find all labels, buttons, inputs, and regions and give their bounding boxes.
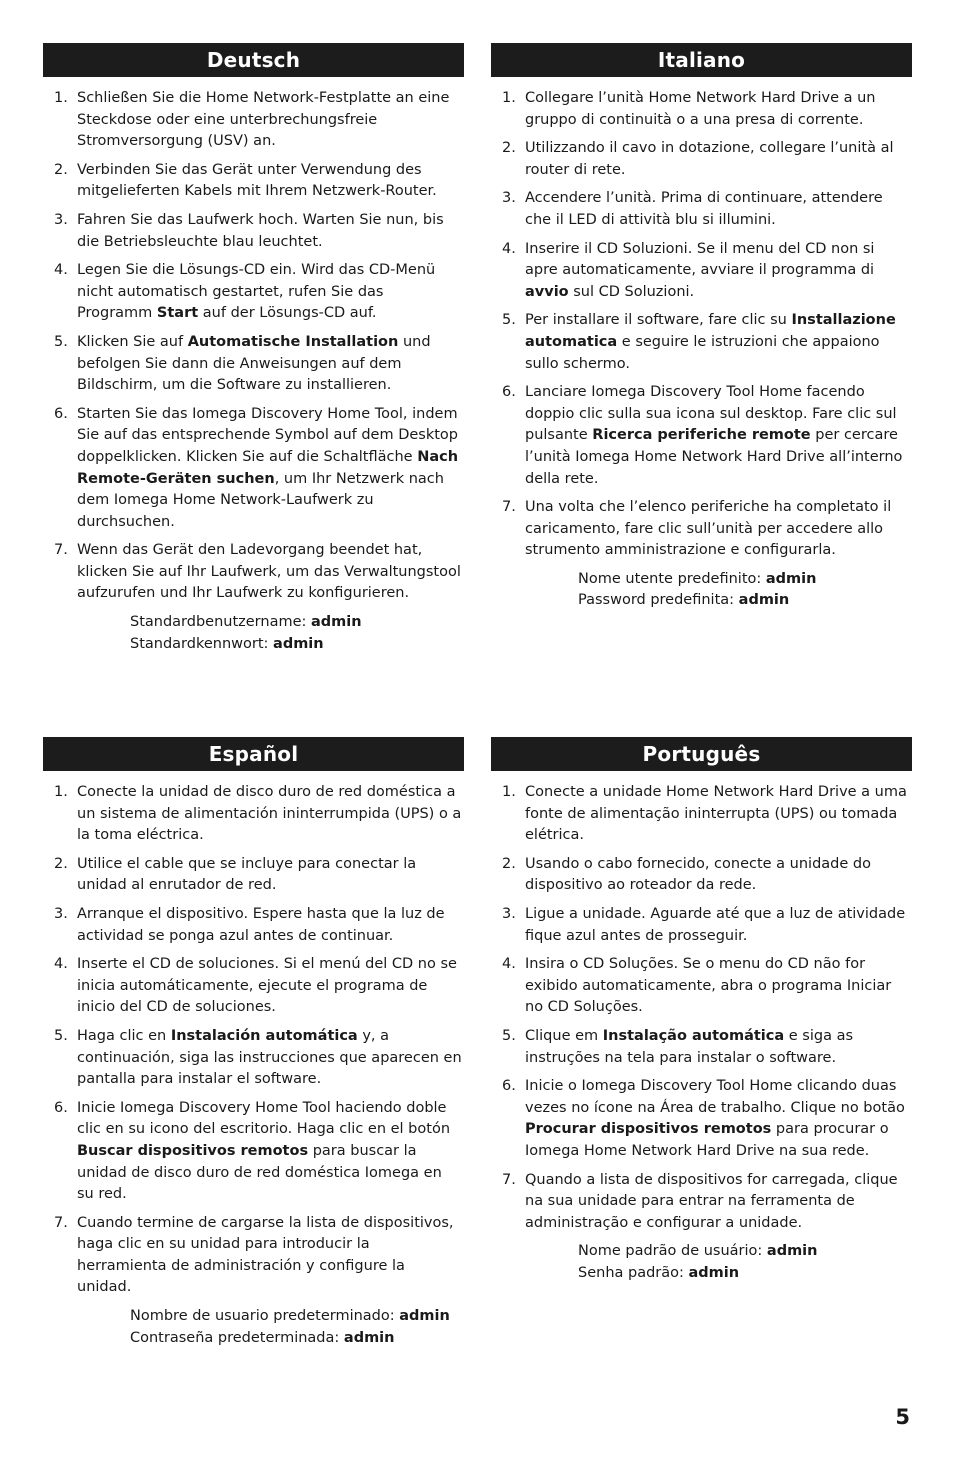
- step-text: Per installare il software, fare clic su: [525, 312, 792, 329]
- step-emphasis: avvio: [525, 283, 569, 300]
- step-number: 2.: [54, 855, 68, 872]
- step-emphasis: Installazione automatica: [525, 312, 896, 350]
- default-password-line: Standardkennwort: admin: [130, 635, 324, 652]
- step-text: Una volta che l’elenco periferiche ha completato il caricamento, fare clic sull’unità per accedere allo strumento amministrazione e configurarla.: [525, 499, 892, 559]
- step-item: [43, 260, 464, 325]
- step-number: 1.: [502, 90, 516, 106]
- section-espanol: [43, 737, 464, 1349]
- step-text: Clique em: [525, 1027, 603, 1044]
- default-username-line: Nombre de usuario predeterminado: admin: [130, 1308, 450, 1325]
- step-item: [491, 1026, 912, 1069]
- step-item: [491, 782, 912, 847]
- step-number: 7.: [502, 1171, 516, 1188]
- default-username-value: admin: [766, 1243, 818, 1260]
- step-emphasis: Automatische Installation: [187, 333, 399, 350]
- default-credentials: [43, 612, 464, 655]
- step-text: Haga clic en: [77, 1027, 171, 1044]
- step-number: 5.: [502, 312, 516, 329]
- step-item: [491, 88, 912, 131]
- step-number: 3.: [54, 905, 68, 922]
- step-item: [491, 239, 912, 304]
- step-item: [491, 904, 912, 947]
- step-text: Fahren Sie das Laufwerk hoch. Warten Sie nun, bis die Betriebsleuchte blau leuchtet.: [77, 211, 444, 250]
- step-text: Schließen Sie die Home Network-Festplatte an eine Steckdose oder eine unterbrechungsfreie Stromversorgung (USV) an.: [77, 90, 450, 150]
- default-credentials: [491, 569, 912, 612]
- step-text: para buscar la unidad de disco duro de red doméstica Iomega en su red.: [77, 1142, 442, 1203]
- default-username-line: Nome padrão de usuário: admin: [578, 1243, 818, 1260]
- step-text: auf der Lösungs-CD auf.: [198, 305, 377, 322]
- step-number: 4.: [502, 956, 516, 973]
- section-heading: Español: [43, 737, 464, 771]
- step-text: Utilizzando il cavo in dotazione, collegare l’unità al router di rete.: [525, 140, 894, 178]
- step-number: 7.: [54, 542, 68, 559]
- step-text: Conecte a unidade Home Network Hard Drive a uma fonte de alimentação ininterrupta (UPS) ou tomada elétrica.: [525, 784, 907, 844]
- default-username-value: admin: [399, 1308, 450, 1325]
- step-text: Starten Sie das Iomega Discovery Home Tool, indem Sie auf das entsprechende Symbol auf dem Desktop doppelklicken. Klicken Sie auf die Schaltfläche: [77, 405, 459, 465]
- step-text: Wenn das Gerät den Ladevorgang beendet hat, klicken Sie auf Ihr Laufwerk, um das Verwaltungstool aufzurufen und Ihr Laufwerk zu konfigurieren.: [77, 542, 461, 602]
- default-username-value: admin: [311, 614, 362, 631]
- page-number: 5: [895, 1405, 910, 1429]
- step-item: [43, 404, 464, 534]
- default-username-line: Nome utente predefinito: admin: [578, 570, 817, 587]
- step-text: Accendere l’unità. Prima di continuare, attendere che il LED di attività blu si illumini.: [525, 190, 883, 228]
- steps-list: [43, 782, 464, 1299]
- step-number: 1.: [54, 784, 68, 800]
- step-item: [491, 854, 912, 897]
- step-text: Quando a lista de dispositivos for carregada, clique na sua unidade para entrar na ferramenta de administração e configurar a unidade.: [525, 1171, 898, 1231]
- step-text: Utilice el cable que se incluye para conectar la unidad al enrutador de red.: [77, 855, 417, 894]
- step-number: 5.: [54, 333, 68, 350]
- step-number: 5.: [54, 1027, 68, 1044]
- step-text: Legen Sie die Lösungs-CD ein. Wird das CD-Menü nicht automatisch gestartet, rufen Sie das Programm: [77, 262, 436, 322]
- step-item: [43, 160, 464, 203]
- step-emphasis: Nach Remote-Geräten suchen: [77, 448, 459, 487]
- step-text: y, a continuación, siga las instrucciones que aparecen en pantalla para instalar el software.: [77, 1027, 462, 1088]
- step-number: 3.: [502, 190, 516, 207]
- section-italiano: [491, 43, 912, 612]
- default-credentials: [491, 1241, 912, 1284]
- default-password-line: Contraseña predeterminada: admin: [130, 1329, 395, 1346]
- step-number: 2.: [502, 855, 516, 872]
- step-text: Collegare l’unità Home Network Hard Drive a un gruppo di continuità o a una presa di corrente.: [525, 90, 876, 128]
- step-text: Cuando termine de cargarse la lista de dispositivos, haga clic en su unidad para introducir la herramienta de administración y configure la unidad.: [77, 1214, 454, 1296]
- steps-list: [491, 88, 912, 562]
- step-number: 2.: [54, 161, 68, 178]
- step-emphasis: Instalação automática: [602, 1027, 785, 1044]
- step-item: [43, 1213, 464, 1299]
- step-text: Lanciare Iomega Discovery Tool Home facendo doppio clic sulla sua icona sul desktop. Fare clic sul pulsante: [525, 384, 897, 444]
- default-credentials: [43, 1306, 464, 1349]
- step-text: Verbinden Sie das Gerät unter Verwendung des mitgelieferten Kabels mit Ihrem Netzwerk-Router.: [77, 161, 437, 200]
- section-heading: Deutsch: [43, 43, 464, 77]
- step-number: 4.: [502, 240, 516, 257]
- step-text: Usando o cabo fornecido, conecte a unidade do dispositivo ao roteador da rede.: [525, 855, 871, 894]
- step-text: Ligue a unidade. Aguarde até que a luz de atividade fique azul antes de prosseguir.: [525, 905, 906, 944]
- step-number: 1.: [502, 784, 516, 800]
- step-number: 4.: [54, 262, 68, 279]
- step-item: [43, 1026, 464, 1091]
- step-item: [491, 1170, 912, 1235]
- step-emphasis: Buscar dispositivos remotos: [77, 1142, 309, 1159]
- step-text: Conecte la unidad de disco duro de red doméstica a un sistema de alimentación ininterrumpida (UPS) o a la toma eléctrica.: [77, 784, 462, 844]
- step-emphasis: Procurar dispositivos remotos: [525, 1121, 772, 1138]
- step-item: [491, 1076, 912, 1162]
- default-password-value: admin: [688, 1264, 740, 1281]
- step-item: [491, 497, 912, 562]
- step-text: Insira o CD Soluções. Se o menu do CD não for exibido automaticamente, abra o programa Iniciar no CD Soluções.: [525, 956, 892, 1016]
- step-number: 3.: [502, 905, 516, 922]
- step-number: 4.: [54, 956, 68, 973]
- section-heading: Italiano: [491, 43, 912, 77]
- step-text: per cercare l’unità Iomega Home Network Hard Drive all’interno della rete.: [525, 427, 903, 487]
- default-password-value: admin: [343, 1329, 395, 1346]
- step-text: para procurar o Iomega Home Network Hard Drive na sua rede.: [525, 1121, 889, 1159]
- step-number: 2.: [502, 140, 516, 157]
- default-username-line: Standardbenutzername: admin: [130, 614, 362, 631]
- step-number: 6.: [502, 1078, 516, 1095]
- step-text: Inicie o Iomega Discovery Tool Home clicando duas vezes no ícone na Área de trabalho. Clique no botão: [525, 1078, 905, 1116]
- step-number: 1.: [54, 90, 68, 106]
- step-item: [43, 854, 464, 897]
- step-text: e seguire le istruzioni che appaiono sullo schermo.: [525, 333, 880, 372]
- section-deutsch: [43, 43, 464, 655]
- step-text: Arranque el dispositivo. Espere hasta que la luz de actividad se ponga azul antes de continuar.: [77, 905, 445, 944]
- step-number: 6.: [502, 384, 516, 401]
- step-emphasis: Instalación automática: [170, 1027, 358, 1044]
- default-username-value: admin: [765, 570, 817, 587]
- step-item: [43, 540, 464, 605]
- step-text: e siga as instruções na tela para instalar o software.: [525, 1027, 854, 1066]
- step-item: [43, 210, 464, 253]
- step-number: 6.: [54, 1099, 68, 1116]
- step-item: [491, 138, 912, 181]
- step-item: [491, 382, 912, 490]
- default-password-value: admin: [738, 592, 790, 609]
- step-number: 7.: [502, 499, 516, 516]
- step-emphasis: Start: [156, 305, 199, 322]
- step-item: [43, 88, 464, 153]
- step-number: 7.: [54, 1214, 68, 1231]
- steps-list: [43, 88, 464, 605]
- step-number: 5.: [502, 1027, 516, 1044]
- step-text: sul CD Soluzioni.: [568, 283, 695, 300]
- step-emphasis: Ricerca periferiche remote: [592, 427, 811, 444]
- step-item: [43, 1098, 464, 1206]
- step-item: [43, 904, 464, 947]
- default-password-line: Senha padrão: admin: [578, 1264, 740, 1281]
- step-item: [491, 188, 912, 231]
- step-item: [43, 782, 464, 847]
- default-password-line: Password predefinita: admin: [578, 592, 790, 609]
- step-item: [43, 954, 464, 1019]
- step-number: 6.: [54, 405, 68, 422]
- step-text: , um Ihr Netzwerk nach dem Iomega Home Network-Laufwerk zu durchsuchen.: [77, 470, 444, 530]
- step-item: [491, 310, 912, 375]
- step-text: Inserire il CD Soluzioni. Se il menu del CD non si apre automaticamente, avviare il programma di: [525, 240, 875, 279]
- step-item: [43, 332, 464, 397]
- step-text: und befolgen Sie dann die Anweisungen auf dem Bildschirm, um die Software zu installieren.: [77, 333, 431, 394]
- steps-list: [491, 782, 912, 1234]
- step-item: [491, 954, 912, 1019]
- step-text: Inicie Iomega Discovery Home Tool haciendo doble clic en su icono del escritorio. Haga clic en el botón: [77, 1099, 451, 1138]
- section-portugues: [491, 737, 912, 1284]
- step-text: Klicken Sie auf: [77, 333, 188, 350]
- default-password-value: admin: [273, 635, 324, 652]
- section-heading: Português: [491, 737, 912, 771]
- step-number: 3.: [54, 211, 68, 228]
- step-text: Inserte el CD de soluciones. Si el menú del CD no se inicia automáticamente, ejecute el programa de inicio del CD de soluciones.: [77, 956, 457, 1016]
